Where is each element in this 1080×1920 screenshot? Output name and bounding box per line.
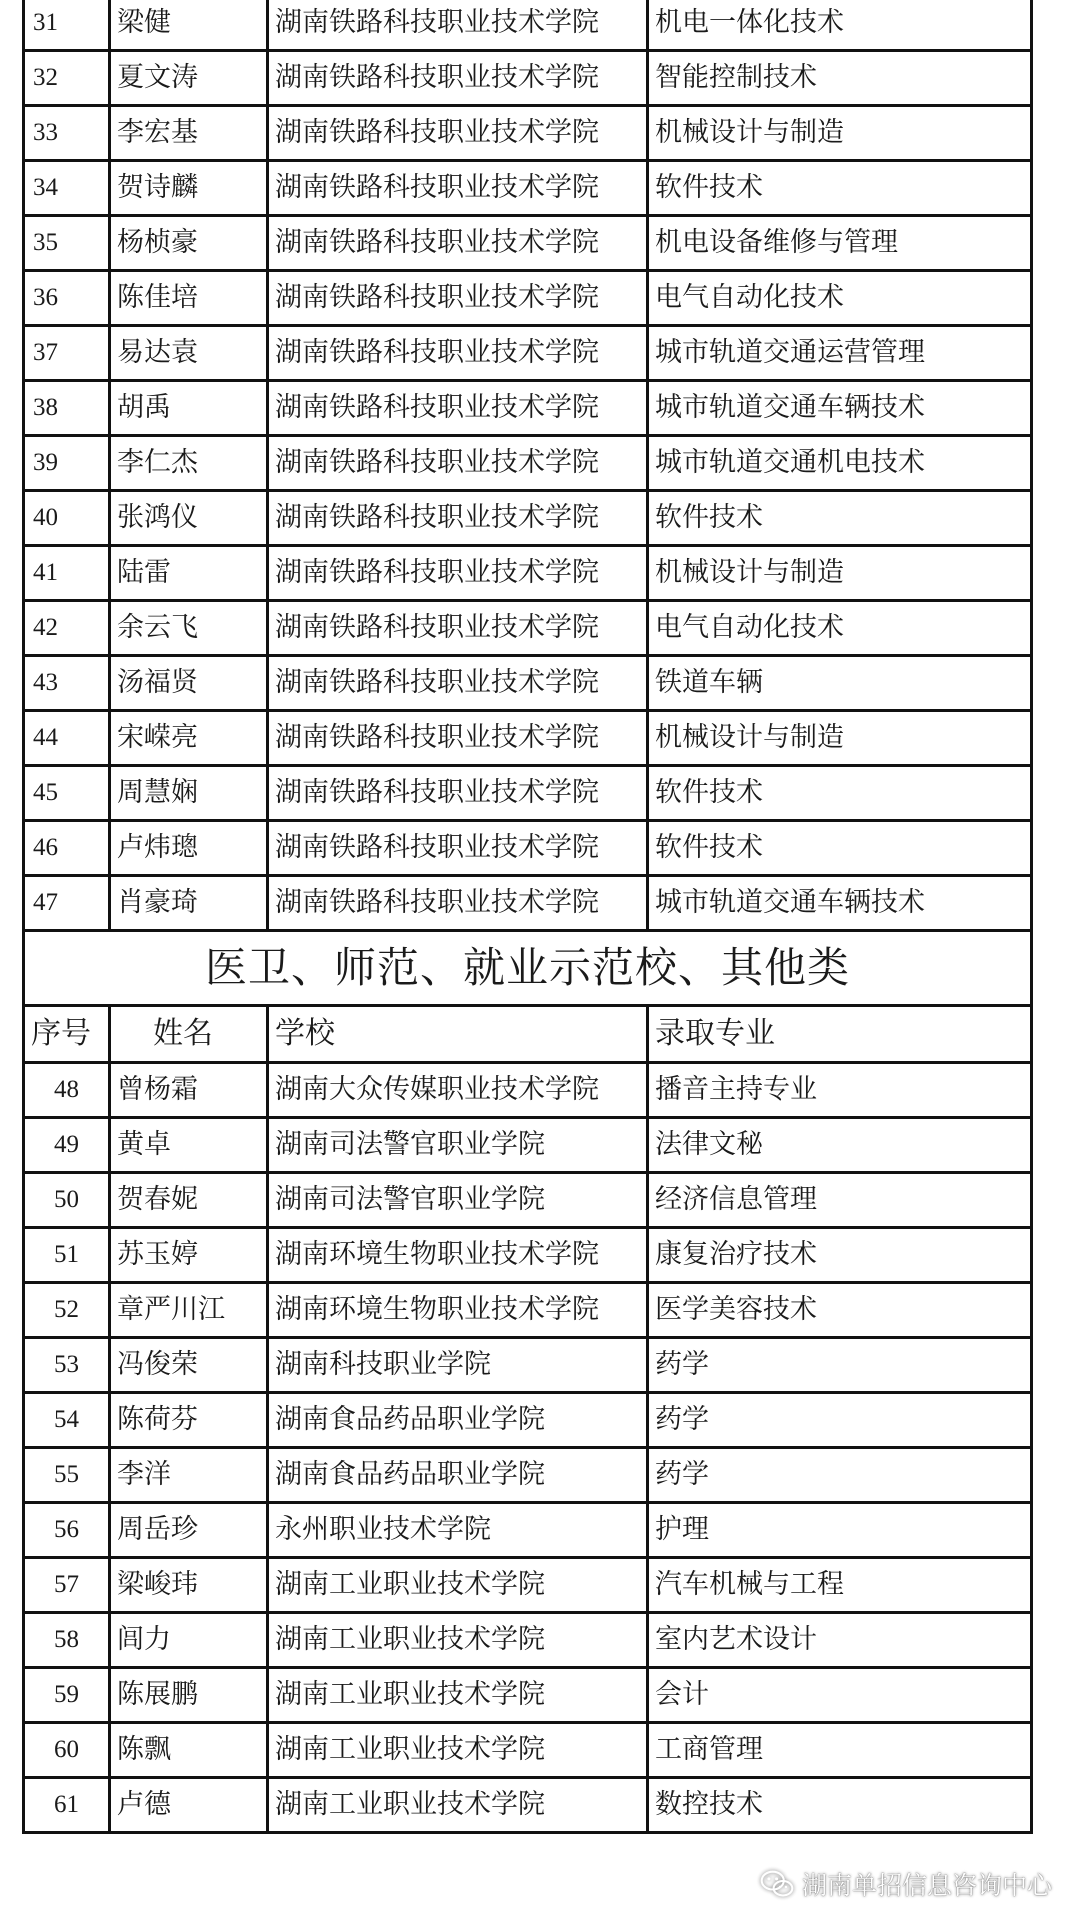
table-row — [24, 0, 1032, 51]
cell-name: 李仁杰 — [110, 436, 268, 491]
cell-no: 41 — [24, 546, 110, 601]
cell-name: 梁健 — [110, 0, 268, 51]
cell-major: 软件技术 — [648, 821, 1032, 876]
header-school: 学校 — [268, 1006, 648, 1063]
cell-school: 湖南环境生物职业技术学院 — [268, 1228, 648, 1283]
cell-major: 机械设计与制造 — [648, 711, 1032, 766]
cell-no: 39 — [24, 436, 110, 491]
cell-school: 湖南工业职业技术学院 — [268, 1778, 648, 1833]
table-row — [24, 381, 1032, 436]
cell-name: 梁峻玮 — [110, 1558, 268, 1613]
cell-major: 城市轨道交通车辆技术 — [648, 876, 1032, 931]
watermark-text: 湖南单招信息咨询中心 — [801, 1871, 1052, 1900]
cell-no: 54 — [24, 1393, 110, 1448]
cell-school: 湖南科技职业学院 — [268, 1338, 648, 1393]
cell-no: 57 — [24, 1558, 110, 1613]
cell-no: 31 — [24, 0, 110, 51]
cell-major: 药学 — [648, 1393, 1032, 1448]
cell-school: 湖南工业职业技术学院 — [268, 1558, 648, 1613]
cell-major: 室内艺术设计 — [648, 1613, 1032, 1668]
cell-major: 数控技术 — [648, 1778, 1032, 1833]
cell-major: 机电一体化技术 — [648, 0, 1032, 51]
section2-rows — [24, 1063, 1032, 1833]
cell-school: 湖南司法警官职业学院 — [268, 1173, 648, 1228]
cell-name: 张鸿仪 — [110, 491, 268, 546]
cell-school: 永州职业技术学院 — [268, 1503, 648, 1558]
table-row — [24, 491, 1032, 546]
cell-no: 34 — [24, 161, 110, 216]
cell-no: 51 — [24, 1228, 110, 1283]
cell-major: 软件技术 — [648, 491, 1032, 546]
cell-name: 胡禹 — [110, 381, 268, 436]
cell-major: 电气自动化技术 — [648, 601, 1032, 656]
cell-major: 工商管理 — [648, 1723, 1032, 1778]
cell-name: 卢炜璁 — [110, 821, 268, 876]
cell-name: 易达袁 — [110, 326, 268, 381]
cell-school: 湖南铁路科技职业技术学院 — [268, 106, 648, 161]
cell-name: 贺春妮 — [110, 1173, 268, 1228]
cell-name: 曾杨霜 — [110, 1063, 268, 1118]
cell-name: 贺诗麟 — [110, 161, 268, 216]
cell-major: 医学美容技术 — [648, 1283, 1032, 1338]
cell-major: 播音主持专业 — [648, 1063, 1032, 1118]
cell-name: 李洋 — [110, 1448, 268, 1503]
cell-name: 汤福贤 — [110, 656, 268, 711]
table-row — [24, 1173, 1032, 1228]
table-row — [24, 1118, 1032, 1173]
table-row — [24, 1723, 1032, 1778]
cell-major: 康复治疗技术 — [648, 1228, 1032, 1283]
cell-name: 章严川江 — [110, 1283, 268, 1338]
cell-no: 33 — [24, 106, 110, 161]
cell-major: 铁道车辆 — [648, 656, 1032, 711]
cell-name: 苏玉婷 — [110, 1228, 268, 1283]
table-row — [24, 821, 1032, 876]
cell-major: 智能控制技术 — [648, 51, 1032, 106]
cell-no: 43 — [24, 656, 110, 711]
wechat-icon — [760, 1869, 794, 1899]
table-row — [24, 546, 1032, 601]
cell-no: 49 — [24, 1118, 110, 1173]
cell-school: 湖南食品药品职业学院 — [268, 1448, 648, 1503]
cell-name: 杨桢豪 — [110, 216, 268, 271]
cell-no: 48 — [24, 1063, 110, 1118]
table-row — [24, 1613, 1032, 1668]
table-row — [24, 1228, 1032, 1283]
admission-table — [22, 0, 1033, 1834]
table-row — [24, 1283, 1032, 1338]
table-row — [24, 1393, 1032, 1448]
cell-no: 59 — [24, 1668, 110, 1723]
section-title-row — [24, 931, 1032, 1006]
cell-school: 湖南铁路科技职业技术学院 — [268, 711, 648, 766]
cell-name: 陈飘 — [110, 1723, 268, 1778]
cell-no: 46 — [24, 821, 110, 876]
cell-school: 湖南铁路科技职业技术学院 — [268, 381, 648, 436]
section2-heading — [24, 931, 1032, 1063]
cell-no: 35 — [24, 216, 110, 271]
cell-name: 余云飞 — [110, 601, 268, 656]
cell-school: 湖南铁路科技职业技术学院 — [268, 656, 648, 711]
cell-name: 陈佳培 — [110, 271, 268, 326]
table-row — [24, 766, 1032, 821]
cell-major: 汽车机械与工程 — [648, 1558, 1032, 1613]
cell-no: 44 — [24, 711, 110, 766]
table-row — [24, 656, 1032, 711]
section1-rows — [24, 0, 1032, 931]
cell-school: 湖南铁路科技职业技术学院 — [268, 876, 648, 931]
cell-no: 55 — [24, 1448, 110, 1503]
cell-major: 药学 — [648, 1448, 1032, 1503]
table-row — [24, 271, 1032, 326]
cell-name: 陈展鹏 — [110, 1668, 268, 1723]
table-row — [24, 1448, 1032, 1503]
cell-major: 城市轨道交通机电技术 — [648, 436, 1032, 491]
cell-no: 42 — [24, 601, 110, 656]
cell-major: 会计 — [648, 1668, 1032, 1723]
cell-no: 47 — [24, 876, 110, 931]
cell-major: 软件技术 — [648, 161, 1032, 216]
cell-school: 湖南铁路科技职业技术学院 — [268, 821, 648, 876]
cell-school: 湖南铁路科技职业技术学院 — [268, 161, 648, 216]
table-row — [24, 326, 1032, 381]
cell-school: 湖南大众传媒职业技术学院 — [268, 1063, 648, 1118]
cell-school: 湖南环境生物职业技术学院 — [268, 1283, 648, 1338]
cell-major: 城市轨道交通运营管理 — [648, 326, 1032, 381]
cell-major: 法律文秘 — [648, 1118, 1032, 1173]
cell-school: 湖南铁路科技职业技术学院 — [268, 491, 648, 546]
cell-school: 湖南铁路科技职业技术学院 — [268, 51, 648, 106]
cell-no: 50 — [24, 1173, 110, 1228]
cell-no: 61 — [24, 1778, 110, 1833]
cell-name: 李宏基 — [110, 106, 268, 161]
cell-no: 38 — [24, 381, 110, 436]
cell-name: 宋嵘亮 — [110, 711, 268, 766]
cell-school: 湖南铁路科技职业技术学院 — [268, 216, 648, 271]
table-row — [24, 216, 1032, 271]
table-row — [24, 601, 1032, 656]
cell-name: 陆雷 — [110, 546, 268, 601]
cell-no: 37 — [24, 326, 110, 381]
cell-school: 湖南司法警官职业学院 — [268, 1118, 648, 1173]
section-title: 医卫、师范、就业示范校、其他类 — [24, 931, 1032, 1006]
cell-name: 陈荷芬 — [110, 1393, 268, 1448]
cell-major: 城市轨道交通车辆技术 — [648, 381, 1032, 436]
header-major: 录取专业 — [648, 1006, 1032, 1063]
cell-school: 湖南铁路科技职业技术学院 — [268, 271, 648, 326]
cell-school: 湖南铁路科技职业技术学院 — [268, 546, 648, 601]
header-name: 姓名 — [110, 1006, 268, 1063]
cell-school: 湖南工业职业技术学院 — [268, 1613, 648, 1668]
table-row — [24, 1668, 1032, 1723]
table-row — [24, 1558, 1032, 1613]
cell-name: 周慧娴 — [110, 766, 268, 821]
table-row — [24, 106, 1032, 161]
cell-no: 45 — [24, 766, 110, 821]
cell-no: 58 — [24, 1613, 110, 1668]
table-row — [24, 1338, 1032, 1393]
cell-name: 闾力 — [110, 1613, 268, 1668]
cell-name: 周岳珍 — [110, 1503, 268, 1558]
cell-school: 湖南铁路科技职业技术学院 — [268, 601, 648, 656]
table-row — [24, 1503, 1032, 1558]
table-row — [24, 1063, 1032, 1118]
table-row — [24, 876, 1032, 931]
cell-school: 湖南工业职业技术学院 — [268, 1668, 648, 1723]
table-row — [24, 51, 1032, 106]
cell-major: 机电设备维修与管理 — [648, 216, 1032, 271]
cell-no: 32 — [24, 51, 110, 106]
cell-no: 53 — [24, 1338, 110, 1393]
cell-name: 卢德 — [110, 1778, 268, 1833]
cell-major: 机械设计与制造 — [648, 546, 1032, 601]
cell-school: 湖南铁路科技职业技术学院 — [268, 326, 648, 381]
cell-major: 软件技术 — [648, 766, 1032, 821]
cell-no: 60 — [24, 1723, 110, 1778]
cell-no: 36 — [24, 271, 110, 326]
cell-no: 52 — [24, 1283, 110, 1338]
watermark — [760, 1866, 1052, 1902]
cell-school: 湖南铁路科技职业技术学院 — [268, 766, 648, 821]
cell-school: 湖南铁路科技职业技术学院 — [268, 436, 648, 491]
table-row — [24, 1778, 1032, 1833]
cell-name: 黄卓 — [110, 1118, 268, 1173]
table-row — [24, 161, 1032, 216]
cell-major: 药学 — [648, 1338, 1032, 1393]
cell-school: 湖南食品药品职业学院 — [268, 1393, 648, 1448]
header-no: 序号 — [24, 1006, 110, 1063]
cell-school: 湖南铁路科技职业技术学院 — [268, 0, 648, 51]
column-header-row — [24, 1006, 1032, 1063]
cell-major: 经济信息管理 — [648, 1173, 1032, 1228]
cell-major: 护理 — [648, 1503, 1032, 1558]
cell-name: 夏文涛 — [110, 51, 268, 106]
cell-name: 冯俊荣 — [110, 1338, 268, 1393]
cell-name: 肖豪琦 — [110, 876, 268, 931]
cell-no: 40 — [24, 491, 110, 546]
table-row — [24, 436, 1032, 491]
cell-major: 机械设计与制造 — [648, 106, 1032, 161]
table-row — [24, 711, 1032, 766]
cell-major: 电气自动化技术 — [648, 271, 1032, 326]
cell-school: 湖南工业职业技术学院 — [268, 1723, 648, 1778]
cell-no: 56 — [24, 1503, 110, 1558]
